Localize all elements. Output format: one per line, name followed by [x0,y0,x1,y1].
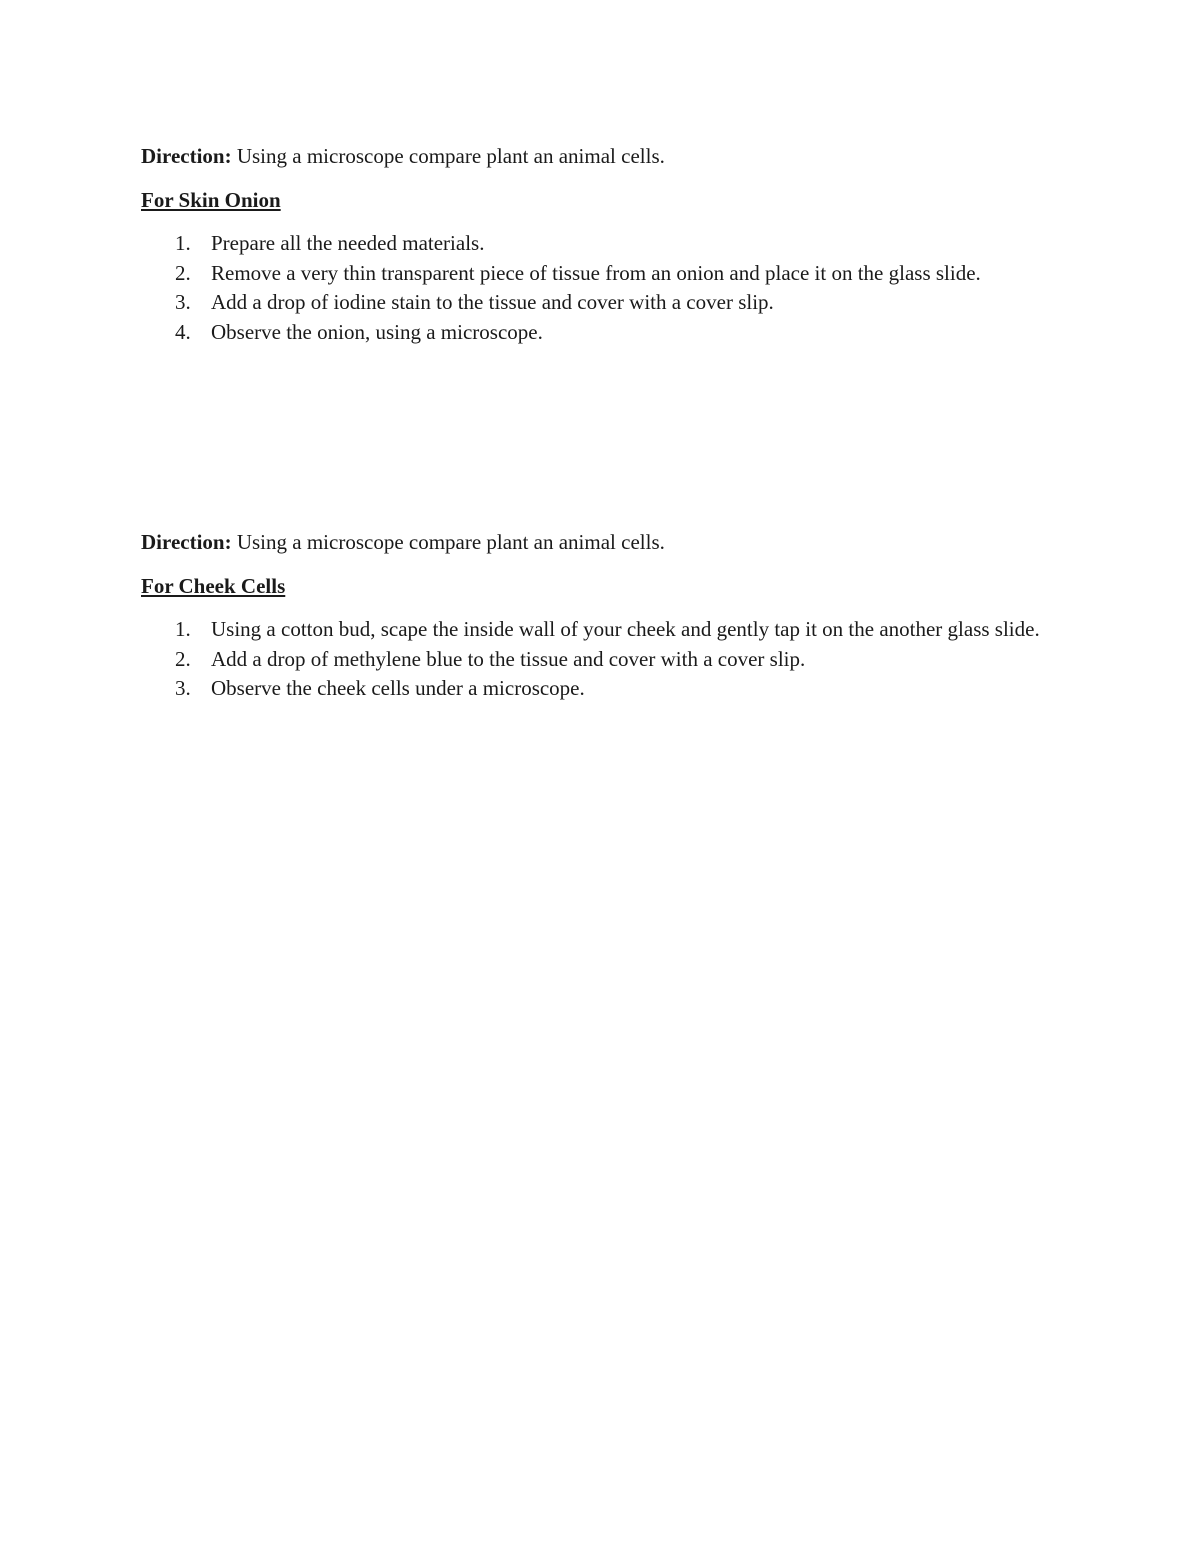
list-item [141,615,1041,645]
section-skin-onion [141,141,1041,347]
list-item-text: Observe the onion, using a microscope. [211,319,543,344]
list-item [141,288,1041,318]
list-item-number: 3. [175,676,191,700]
list-item-number: 2. [175,260,191,285]
steps-list [141,615,1041,704]
list-item [141,318,1041,348]
section-cheek-cells [141,527,1041,704]
list-item-number: 1. [175,231,191,255]
list-item [141,259,1041,289]
list-item-number: 4. [175,319,191,344]
direction-text: Using a microscope compare plant an animal cells. [231,530,665,554]
section-heading: For Cheek Cells [141,574,286,598]
list-item-text: Using a cotton bud, scape the inside wall of your cheek and gently tap it on the another glass slide. [211,617,1040,641]
direction-text: Using a microscope compare plant an animal cells. [231,144,665,168]
list-item [141,674,1041,704]
section-heading: For Skin Onion [141,188,281,212]
list-item-text: Observe the cheek cells under a microscope. [211,676,585,700]
direction-label: Direction: [141,530,232,554]
list-item-number: 2. [175,646,191,671]
list-item-text: Add a drop of iodine stain to the tissue and cover with a cover slip. [211,290,774,314]
steps-list [141,229,1041,347]
list-item [141,645,1041,675]
list-item-number: 3. [175,290,191,314]
list-item-text: Add a drop of methylene blue to the tissue and cover with a cover slip. [211,646,806,671]
list-item-number: 1. [175,617,191,641]
direction-label: Direction: [141,144,232,168]
list-item-text: Prepare all the needed materials. [211,231,485,255]
list-item-text: Remove a very thin transparent piece of tissue from an onion and place it on the glass slide. [211,260,981,285]
list-item [141,229,1041,259]
direction-line [141,141,1041,171]
direction-line [141,527,1041,557]
